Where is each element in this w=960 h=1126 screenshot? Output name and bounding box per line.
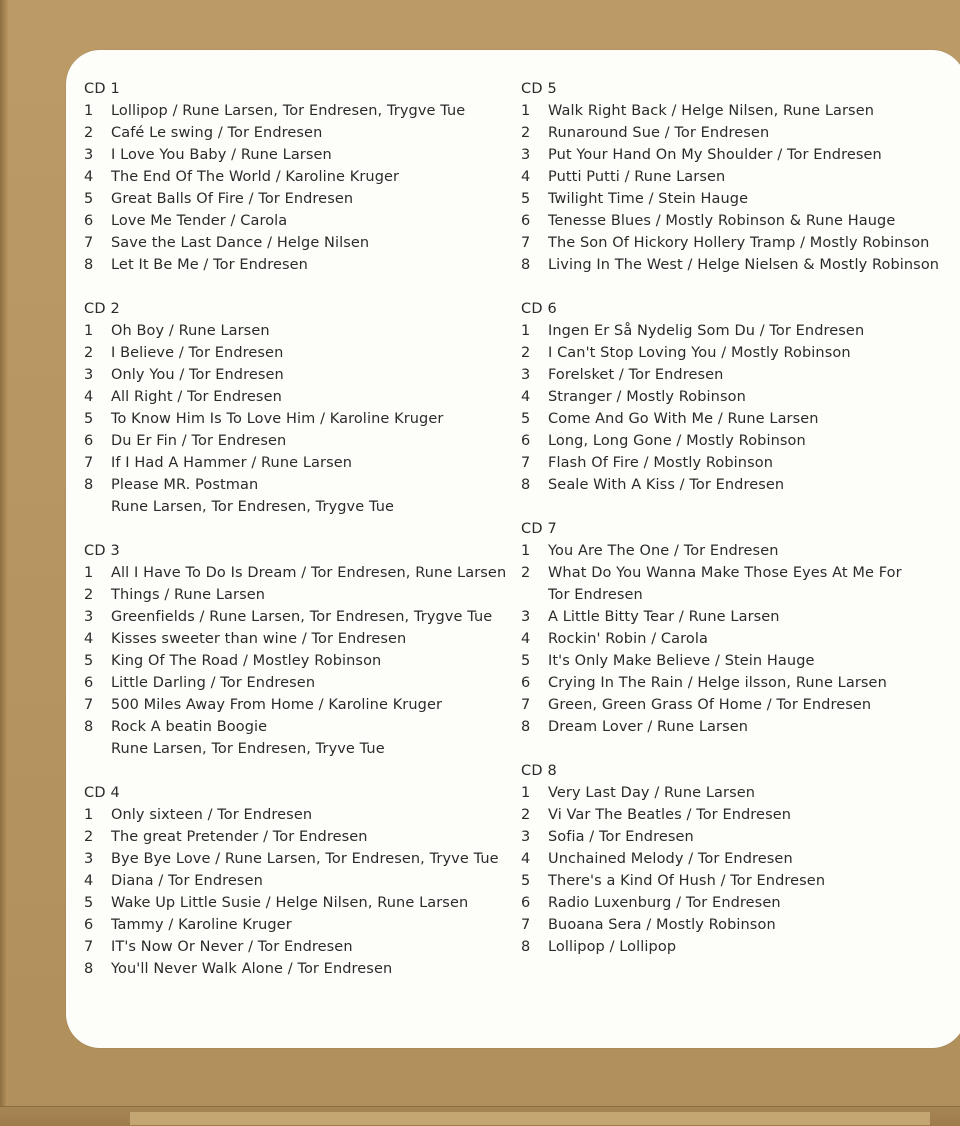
track-row [84, 188, 514, 210]
track-number: 1 [521, 543, 531, 559]
disc-title: CD 8 [521, 763, 557, 779]
track-number: 2 [84, 125, 94, 141]
track-title: Tor Endresen [548, 587, 643, 603]
track-title: Du Er Fin / Tor Endresen [111, 433, 287, 449]
track-title: Runaround Sue / Tor Endresen [548, 125, 770, 141]
track-title: You'll Never Walk Alone / Tor Endresen [111, 961, 393, 977]
track-number: 5 [521, 653, 531, 669]
track-number: 6 [521, 895, 531, 911]
track-row [84, 716, 514, 738]
track-number: 5 [84, 411, 94, 427]
track-row [84, 254, 514, 276]
track-row [84, 562, 514, 584]
track-row [521, 584, 951, 606]
track-title: 500 Miles Away From Home / Karoline Kruger [111, 697, 443, 713]
track-title: Oh Boy / Rune Larsen [111, 323, 270, 339]
track-row [84, 100, 514, 122]
track-row [521, 320, 951, 342]
track-title: Stranger / Mostly Robinson [548, 389, 746, 405]
track-row [84, 210, 514, 232]
track-row [84, 936, 514, 958]
track-title: What Do You Wanna Make Those Eyes At Me For [548, 565, 902, 581]
track-number: 2 [521, 565, 531, 581]
track-row [84, 914, 514, 936]
track-title: Café Le swing / Tor Endresen [111, 125, 323, 141]
track-number: 2 [84, 587, 94, 603]
track-title: You Are The One / Tor Endresen [548, 543, 779, 559]
track-row [521, 100, 951, 122]
track-number: 5 [521, 411, 531, 427]
track-row [521, 232, 951, 254]
track-number: 6 [84, 433, 94, 449]
board-left-edge [0, 0, 8, 1125]
track-row [521, 188, 951, 210]
track-number: 6 [84, 917, 94, 933]
track-row [84, 694, 514, 716]
track-title: Wake Up Little Susie / Helge Nilsen, Rune Larsen [111, 895, 469, 911]
track-row [84, 342, 514, 364]
track-number: 2 [84, 345, 94, 361]
track-row [84, 738, 514, 760]
track-row [84, 496, 514, 518]
track-row [521, 122, 951, 144]
track-row [84, 474, 514, 496]
track-row [521, 386, 951, 408]
track-title: Tammy / Karoline Kruger [111, 917, 292, 933]
track-title: All I Have To Do Is Dream / Tor Endresen, Rune Larsen [111, 565, 507, 581]
track-row [84, 166, 514, 188]
track-row [84, 408, 514, 430]
track-number: 8 [84, 257, 94, 273]
track-number: 7 [84, 455, 94, 471]
track-title: Rockin' Robin / Carola [548, 631, 708, 647]
section-gap [84, 518, 514, 540]
track-title: Little Darling / Tor Endresen [111, 675, 316, 691]
track-title: Save the Last Dance / Helge Nilsen [111, 235, 370, 251]
track-title: I Love You Baby / Rune Larsen [111, 147, 332, 163]
track-number: 6 [521, 433, 531, 449]
track-number: 6 [84, 213, 94, 229]
track-number: 7 [521, 697, 531, 713]
track-title: Rune Larsen, Tor Endresen, Trygve Tue [111, 499, 395, 515]
track-title: Rock A beatin Boogie [111, 719, 268, 735]
track-number: 5 [84, 653, 94, 669]
disc-section [521, 78, 951, 276]
track-title: If I Had A Hammer / Rune Larsen [111, 455, 353, 471]
track-title: The End Of The World / Karoline Kruger [111, 169, 400, 185]
track-row [84, 430, 514, 452]
track-number: 6 [521, 675, 531, 691]
track-title: I Can't Stop Loving You / Mostly Robinson [548, 345, 851, 361]
track-row [84, 320, 514, 342]
track-row [84, 584, 514, 606]
track-number: 7 [84, 939, 94, 955]
track-title: Crying In The Rain / Helge ilsson, Rune Larsen [548, 675, 887, 691]
track-title: Things / Rune Larsen [111, 587, 266, 603]
track-row [521, 364, 951, 386]
track-number: 1 [84, 807, 94, 823]
track-number: 5 [84, 895, 94, 911]
track-row [84, 364, 514, 386]
track-row [84, 144, 514, 166]
track-row [84, 870, 514, 892]
track-title: Tenesse Blues / Mostly Robinson & Rune Hauge [548, 213, 896, 229]
disc-section [84, 78, 514, 276]
track-row [521, 166, 951, 188]
track-title: King Of The Road / Mostley Robinson [111, 653, 382, 669]
track-title: Only You / Tor Endresen [111, 367, 284, 383]
track-title: Unchained Melody / Tor Endresen [548, 851, 793, 867]
track-number: 2 [84, 829, 94, 845]
track-row [521, 540, 951, 562]
track-title: To Know Him Is To Love Him / Karoline Kruger [111, 411, 444, 427]
track-number: 8 [521, 477, 531, 493]
track-row [521, 628, 951, 650]
track-number: 2 [521, 807, 531, 823]
tracklist-column-left [84, 78, 514, 980]
disc-section [84, 298, 514, 518]
track-number: 4 [84, 169, 94, 185]
track-number [521, 584, 548, 606]
track-title: It's Only Make Believe / Stein Hauge [548, 653, 815, 669]
track-row [521, 562, 951, 584]
track-row [521, 452, 951, 474]
disc-title: CD 2 [84, 301, 120, 317]
disc-section [84, 540, 514, 760]
track-title: Come And Go With Me / Rune Larsen [548, 411, 819, 427]
disc-section [521, 760, 951, 958]
track-row [521, 342, 951, 364]
track-number: 7 [84, 697, 94, 713]
track-number: 3 [84, 851, 94, 867]
track-number: 3 [84, 367, 94, 383]
track-number: 6 [521, 213, 531, 229]
track-title: A Little Bitty Tear / Rune Larsen [548, 609, 780, 625]
track-number [84, 738, 111, 760]
track-title: Dream Lover / Rune Larsen [548, 719, 749, 735]
track-number: 2 [521, 345, 531, 361]
track-title: Rune Larsen, Tor Endresen, Tryve Tue [111, 741, 385, 757]
track-title: Put Your Hand On My Shoulder / Tor Endresen [548, 147, 882, 163]
track-title: Sofia / Tor Endresen [548, 829, 694, 845]
track-row [84, 826, 514, 848]
track-row [521, 716, 951, 738]
track-title: Buoana Sera / Mostly Robinson [548, 917, 776, 933]
disc-title: CD 3 [84, 543, 120, 559]
board-bottom-strip [130, 1112, 930, 1125]
track-title: Only sixteen / Tor Endresen [111, 807, 313, 823]
track-title: Very Last Day / Rune Larsen [548, 785, 756, 801]
track-row [521, 694, 951, 716]
track-row [521, 408, 951, 430]
track-row [521, 848, 951, 870]
track-row [521, 672, 951, 694]
track-number: 5 [84, 191, 94, 207]
track-title: Diana / Tor Endresen [111, 873, 263, 889]
track-title: Ingen Er Så Nydelig Som Du / Tor Endresen [548, 323, 865, 339]
track-number: 3 [84, 609, 94, 625]
track-number: 4 [521, 631, 531, 647]
track-title: Lollipop / Lollipop [548, 939, 677, 955]
track-title: IT's Now Or Never / Tor Endresen [111, 939, 353, 955]
track-number: 8 [84, 961, 94, 977]
track-row [521, 870, 951, 892]
track-title: Living In The West / Helge Nielsen & Mostly Robinson [548, 257, 940, 273]
disc-section [521, 298, 951, 496]
section-gap [84, 760, 514, 782]
track-number: 1 [521, 785, 531, 801]
track-title: Bye Bye Love / Rune Larsen, Tor Endresen, Tryve Tue [111, 851, 499, 867]
track-title: Walk Right Back / Helge Nilsen, Rune Larsen [548, 103, 875, 119]
track-number: 8 [521, 939, 531, 955]
track-title: Let It Be Me / Tor Endresen [111, 257, 308, 273]
track-number: 1 [521, 103, 531, 119]
section-gap [84, 276, 514, 298]
disc-title: CD 1 [84, 81, 120, 97]
track-number: 1 [84, 323, 94, 339]
track-number: 7 [84, 235, 94, 251]
track-title: Great Balls Of Fire / Tor Endresen [111, 191, 354, 207]
track-title: The great Pretender / Tor Endresen [111, 829, 368, 845]
track-row [84, 232, 514, 254]
track-number: 1 [84, 565, 94, 581]
section-gap [521, 276, 951, 298]
track-number: 5 [521, 191, 531, 207]
track-number: 7 [521, 455, 531, 471]
track-number: 1 [84, 103, 94, 119]
track-title: Green, Green Grass Of Home / Tor Endresen [548, 697, 872, 713]
track-row [84, 848, 514, 870]
track-row [84, 386, 514, 408]
track-number: 3 [521, 829, 531, 845]
track-row [84, 122, 514, 144]
track-number: 4 [84, 873, 94, 889]
track-title: The Son Of Hickory Hollery Tramp / Mostly Robinson [548, 235, 930, 251]
track-row [521, 936, 951, 958]
track-title: There's a Kind Of Hush / Tor Endresen [548, 873, 826, 889]
track-row [521, 144, 951, 166]
track-title: Flash Of Fire / Mostly Robinson [548, 455, 773, 471]
track-row [84, 672, 514, 694]
track-number: 8 [84, 477, 94, 493]
track-row [84, 452, 514, 474]
tracklist-column-right [521, 78, 951, 958]
track-number: 8 [84, 719, 94, 735]
track-number: 6 [84, 675, 94, 691]
track-number: 3 [521, 367, 531, 383]
track-row [521, 210, 951, 232]
track-title: Twilight Time / Stein Hauge [548, 191, 749, 207]
track-number: 3 [84, 147, 94, 163]
track-row [84, 628, 514, 650]
track-number: 7 [521, 235, 531, 251]
track-number: 3 [521, 147, 531, 163]
track-row [521, 430, 951, 452]
track-title: Love Me Tender / Carola [111, 213, 288, 229]
disc-title: CD 7 [521, 521, 557, 537]
disc-title: CD 6 [521, 301, 557, 317]
disc-title: CD 5 [521, 81, 557, 97]
track-number: 4 [521, 169, 531, 185]
track-number: 4 [84, 631, 94, 647]
track-title: Please MR. Postman [111, 477, 259, 493]
track-row [521, 914, 951, 936]
section-gap [521, 496, 951, 518]
track-title: Greenfields / Rune Larsen, Tor Endresen, Trygve Tue [111, 609, 493, 625]
track-row [84, 650, 514, 672]
track-row [521, 650, 951, 672]
track-title: Seale With A Kiss / Tor Endresen [548, 477, 785, 493]
track-number: 2 [521, 125, 531, 141]
track-row [521, 826, 951, 848]
track-row [521, 892, 951, 914]
track-row [521, 606, 951, 628]
track-number: 7 [521, 917, 531, 933]
track-number: 4 [521, 389, 531, 405]
track-title: Forelsket / Tor Endresen [548, 367, 724, 383]
track-number: 1 [521, 323, 531, 339]
track-title: Kisses sweeter than wine / Tor Endresen [111, 631, 407, 647]
track-row [521, 254, 951, 276]
track-title: Long, Long Gone / Mostly Robinson [548, 433, 806, 449]
disc-title: CD 4 [84, 785, 120, 801]
track-number: 8 [521, 257, 531, 273]
track-number: 3 [521, 609, 531, 625]
track-title: Putti Putti / Rune Larsen [548, 169, 726, 185]
track-number: 4 [84, 389, 94, 405]
track-title: Lollipop / Rune Larsen, Tor Endresen, Trygve Tue [111, 103, 466, 119]
track-row [84, 958, 514, 980]
track-number: 4 [521, 851, 531, 867]
track-row [521, 782, 951, 804]
track-number: 8 [521, 719, 531, 735]
section-gap [521, 738, 951, 760]
track-row [521, 804, 951, 826]
disc-section [84, 782, 514, 980]
track-title: All Right / Tor Endresen [111, 389, 282, 405]
track-row [84, 804, 514, 826]
track-title: Radio Luxenburg / Tor Endresen [548, 895, 781, 911]
track-number: 5 [521, 873, 531, 889]
disc-section [521, 518, 951, 738]
track-title: Vi Var The Beatles / Tor Endresen [548, 807, 792, 823]
track-row [84, 606, 514, 628]
track-title: I Believe / Tor Endresen [111, 345, 284, 361]
track-number [84, 496, 111, 518]
track-row [84, 892, 514, 914]
track-row [521, 474, 951, 496]
